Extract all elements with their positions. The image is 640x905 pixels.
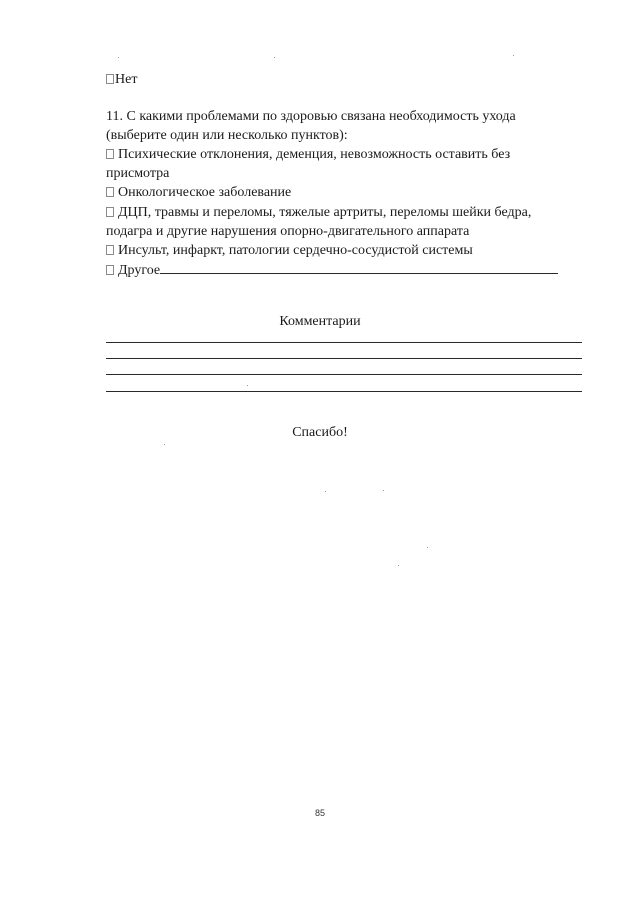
page-number: 85 bbox=[314, 808, 325, 818]
scan-speck bbox=[427, 547, 428, 548]
question-11-hint: (выберите один или несколько пунктов): bbox=[106, 128, 348, 143]
scan-speck bbox=[513, 55, 514, 56]
scan-speck bbox=[247, 385, 248, 386]
checkbox-icon[interactable] bbox=[106, 207, 114, 217]
checkbox-icon[interactable] bbox=[106, 187, 114, 197]
option-musculoskeletal-continued: подагра и другие нарушения опорно-двигательного аппарата bbox=[106, 224, 470, 239]
option-no[interactable] bbox=[106, 71, 137, 89]
checkbox-icon[interactable] bbox=[106, 149, 114, 159]
scan-speck bbox=[164, 444, 165, 445]
scan-speck bbox=[383, 490, 384, 491]
scan-speck bbox=[118, 57, 119, 58]
comment-line[interactable] bbox=[106, 342, 582, 343]
other-fill-in-line[interactable] bbox=[160, 261, 558, 274]
option-mental-continued: присмотра bbox=[106, 166, 170, 181]
thanks-text: Спасибо! bbox=[292, 425, 348, 440]
option-other[interactable] bbox=[106, 261, 558, 280]
option-mental-label: Психические отклонения, деменция, невозможность оставить без bbox=[118, 147, 511, 162]
option-oncology[interactable] bbox=[106, 184, 291, 202]
option-no-label: Нет bbox=[115, 72, 138, 87]
scan-speck bbox=[398, 565, 399, 566]
comment-line[interactable] bbox=[106, 374, 582, 375]
option-cardiovascular[interactable] bbox=[106, 242, 473, 260]
option-oncology-label: Онкологическое заболевание bbox=[118, 185, 292, 200]
comment-line[interactable] bbox=[106, 391, 582, 392]
scan-speck bbox=[325, 491, 326, 492]
option-musculoskeletal-label: ДЦП, травмы и переломы, тяжелые артриты, переломы шейки бедра, bbox=[118, 205, 532, 220]
scan-speck bbox=[274, 57, 275, 58]
comments-title: Комментарии bbox=[279, 314, 361, 329]
checkbox-icon[interactable] bbox=[106, 265, 114, 275]
option-mental[interactable] bbox=[106, 146, 510, 164]
question-11-text: 11. С какими проблемами по здоровью связана необходимость ухода bbox=[106, 109, 516, 124]
comment-line[interactable] bbox=[106, 358, 582, 359]
option-other-label: Другое bbox=[118, 263, 161, 278]
checkbox-icon[interactable] bbox=[106, 74, 114, 84]
option-musculoskeletal[interactable] bbox=[106, 204, 531, 222]
checkbox-icon[interactable] bbox=[106, 245, 114, 255]
option-cardiovascular-label: Инсульт, инфаркт, патологии сердечно-сосудистой системы bbox=[118, 243, 473, 258]
